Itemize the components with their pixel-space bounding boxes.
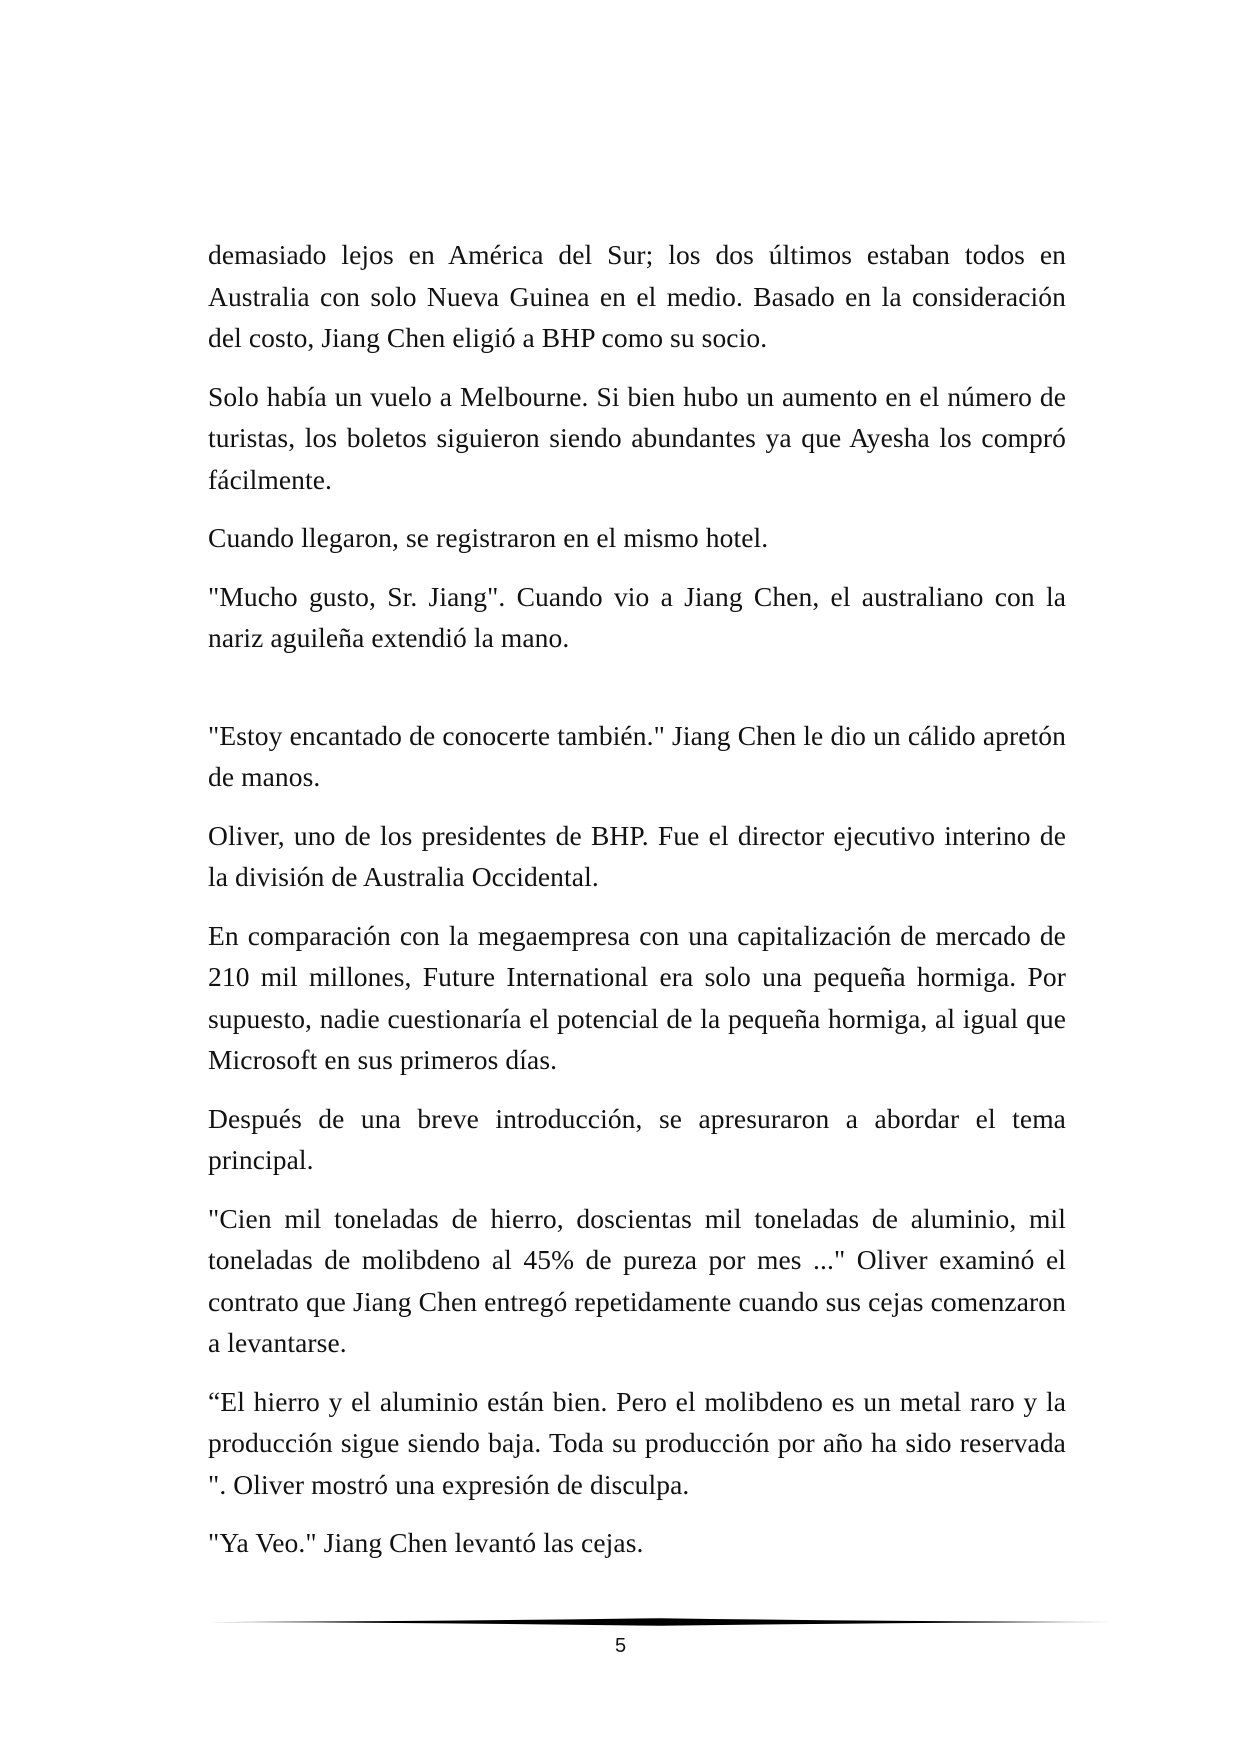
paragraph: Oliver, uno de los presidentes de BHP. Fue el director ejecutivo interino de la división de Australia Occidental. xyxy=(208,819,1066,892)
paragraph: “El hierro y el aluminio están bien. Pero el molibdeno es un metal raro y la producción sigue siendo baja. Toda su producción por año ha sido reservada ". Oliver mostró una expresión de disculpa. xyxy=(208,1385,1066,1500)
paragraph: Solo había un vuelo a Melbourne. Si bien hubo un aumento en el número de turistas, los boletos siguieron siendo abundantes ya que Ayesha los compró fácilmente. xyxy=(208,380,1066,495)
paragraph: Después de una breve introducción, se apresuraron a abordar el tema principal. xyxy=(208,1102,1066,1175)
paragraph: En comparación con la megaempresa con una capitalización de mercado de 210 mil millones, Future International era solo una pequeña hormiga. Por supuesto, nadie cuestionaría el potencial de la pequeña hormiga, al igual que Microsoft en sus primeros días. xyxy=(208,919,1066,1075)
paragraph: demasiado lejos en América del Sur; los dos últimos estaban todos en Australia con solo Nueva Guinea en el medio. Basado en la consideración del costo, Jiang Chen eligió a BHP como su socio. xyxy=(208,239,1066,353)
footer-divider xyxy=(208,1616,1113,1628)
paragraph: "Ya Veo." Jiang Chen levantó las cejas. xyxy=(208,1527,644,1558)
paragraph: "Mucho gusto, Sr. Jiang". Cuando vio a Jiang Chen, el australiano con la nariz aguileña extendió la mano. xyxy=(208,580,1066,653)
body-text xyxy=(208,234,1066,1581)
paragraph: "Estoy encantado de conocerte también." Jiang Chen le dio un cálido apretón de manos. xyxy=(208,719,1066,792)
paragraph: Cuando llegaron, se registraron en el mismo hotel. xyxy=(208,522,769,553)
paragraph: "Cien mil toneladas de hierro, doscientas mil toneladas de aluminio, mil toneladas de molibdeno al 45% de pureza por mes ..." Oliver examinó el contrato que Jiang Chen entregó repetidamente cuando sus cejas comenzaron a levantarse. xyxy=(208,1202,1066,1358)
page-number: 5 xyxy=(614,1635,627,1657)
